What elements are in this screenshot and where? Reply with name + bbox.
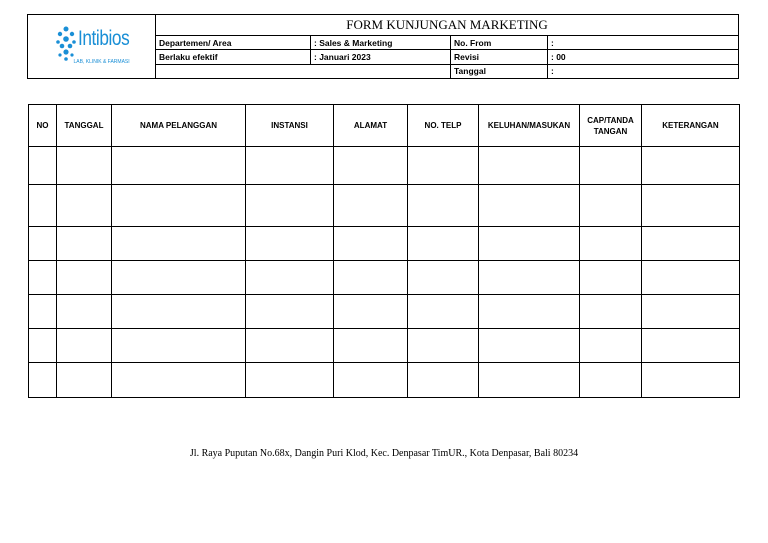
table-cell[interactable] [57, 329, 112, 363]
form-title: FORM KUNJUNGAN MARKETING [156, 15, 739, 36]
form-header [27, 14, 739, 79]
table-row [29, 329, 740, 363]
table-row [29, 363, 740, 398]
col-keluhan-masukan: KELUHAN/MASUKAN [479, 105, 580, 147]
table-cell[interactable] [642, 227, 740, 261]
table-cell[interactable] [334, 147, 408, 185]
table-cell[interactable] [246, 295, 334, 329]
table-cell[interactable] [334, 185, 408, 227]
footer-address: Jl. Raya Puputan No.68x, Dangin Puri Klod, Kec. Denpasar TimUR., Kota Denpasar, Bali 80234 [189, 448, 579, 459]
table-cell[interactable] [112, 261, 246, 295]
table-cell[interactable] [29, 261, 57, 295]
table-cell[interactable] [408, 261, 479, 295]
table-cell[interactable] [29, 363, 57, 398]
table-cell[interactable] [580, 261, 642, 295]
revision-value: : 00 [548, 50, 739, 64]
table-cell[interactable] [334, 363, 408, 398]
col-keterangan: KETERANGAN [642, 105, 740, 147]
table-cell[interactable] [57, 227, 112, 261]
col-nama-pelanggan: NAMA PELANGGAN [112, 105, 246, 147]
col-no-telp: NO. TELP [408, 105, 479, 147]
table-cell[interactable] [642, 261, 740, 295]
table-cell[interactable] [334, 227, 408, 261]
table-cell[interactable] [29, 227, 57, 261]
dept-label: Departemen/ Area [156, 35, 311, 49]
table-row [29, 295, 740, 329]
table-cell[interactable] [112, 295, 246, 329]
table-cell[interactable] [57, 147, 112, 185]
table-cell[interactable] [112, 185, 246, 227]
table-cell[interactable] [29, 185, 57, 227]
table-cell[interactable] [479, 227, 580, 261]
table-cell[interactable] [642, 185, 740, 227]
table-cell[interactable] [580, 295, 642, 329]
table-cell[interactable] [479, 295, 580, 329]
table-cell[interactable] [112, 363, 246, 398]
table-cell[interactable] [642, 329, 740, 363]
effective-value: : Januari 2023 [311, 50, 451, 64]
table-cell[interactable] [334, 329, 408, 363]
table-cell[interactable] [408, 185, 479, 227]
table-cell[interactable] [57, 261, 112, 295]
molecule-icon [54, 25, 78, 63]
table-cell[interactable] [334, 261, 408, 295]
table-cell[interactable] [479, 185, 580, 227]
date-label: Tanggal [451, 64, 548, 78]
date-value: : [548, 64, 739, 78]
table-cell[interactable] [580, 185, 642, 227]
table-row [29, 227, 740, 261]
table-cell[interactable] [408, 363, 479, 398]
empty-cell [156, 64, 451, 78]
table-cell[interactable] [580, 329, 642, 363]
table-cell[interactable] [246, 227, 334, 261]
table-cell[interactable] [112, 329, 246, 363]
table-cell[interactable] [29, 295, 57, 329]
table-cell[interactable] [479, 147, 580, 185]
visit-table [28, 104, 740, 398]
table-cell[interactable] [246, 363, 334, 398]
table-cell[interactable] [408, 147, 479, 185]
table-cell[interactable] [580, 227, 642, 261]
table-cell[interactable] [580, 147, 642, 185]
table-cell[interactable] [479, 329, 580, 363]
table-row [29, 261, 740, 295]
table-row [29, 147, 740, 185]
logo [28, 15, 156, 79]
logo-name: Intibios [77, 26, 129, 50]
table-cell[interactable] [29, 147, 57, 185]
table-cell[interactable] [408, 295, 479, 329]
table-cell[interactable] [479, 363, 580, 398]
table-cell[interactable] [112, 147, 246, 185]
col-cap-tanda-tangan: CAP/TANDA TANGAN [580, 105, 642, 147]
no-form-value: : [548, 35, 739, 49]
table-cell[interactable] [642, 147, 740, 185]
table-cell[interactable] [479, 261, 580, 295]
table-cell[interactable] [408, 227, 479, 261]
table-cell[interactable] [29, 329, 57, 363]
table-cell[interactable] [580, 363, 642, 398]
table-cell[interactable] [57, 295, 112, 329]
table-cell[interactable] [334, 295, 408, 329]
table-cell[interactable] [246, 329, 334, 363]
table-cell[interactable] [642, 295, 740, 329]
table-cell[interactable] [246, 185, 334, 227]
col-instansi: INSTANSI [246, 105, 334, 147]
logo-tagline: LAB, KLINIK & FARMASI [73, 58, 130, 65]
table-cell[interactable] [408, 329, 479, 363]
table-cell[interactable] [246, 261, 334, 295]
dept-value: : Sales & Marketing [311, 35, 451, 49]
table-row [29, 185, 740, 227]
table-cell[interactable] [57, 363, 112, 398]
col-no: NO [29, 105, 57, 147]
table-cell[interactable] [112, 227, 246, 261]
table-cell[interactable] [57, 185, 112, 227]
effective-label: Berlaku efektif [156, 50, 311, 64]
no-form-label: No. From [451, 35, 548, 49]
table-cell[interactable] [246, 147, 334, 185]
table-cell[interactable] [642, 363, 740, 398]
col-tanggal: TANGGAL [57, 105, 112, 147]
revision-label: Revisi [451, 50, 548, 64]
col-alamat: ALAMAT [334, 105, 408, 147]
